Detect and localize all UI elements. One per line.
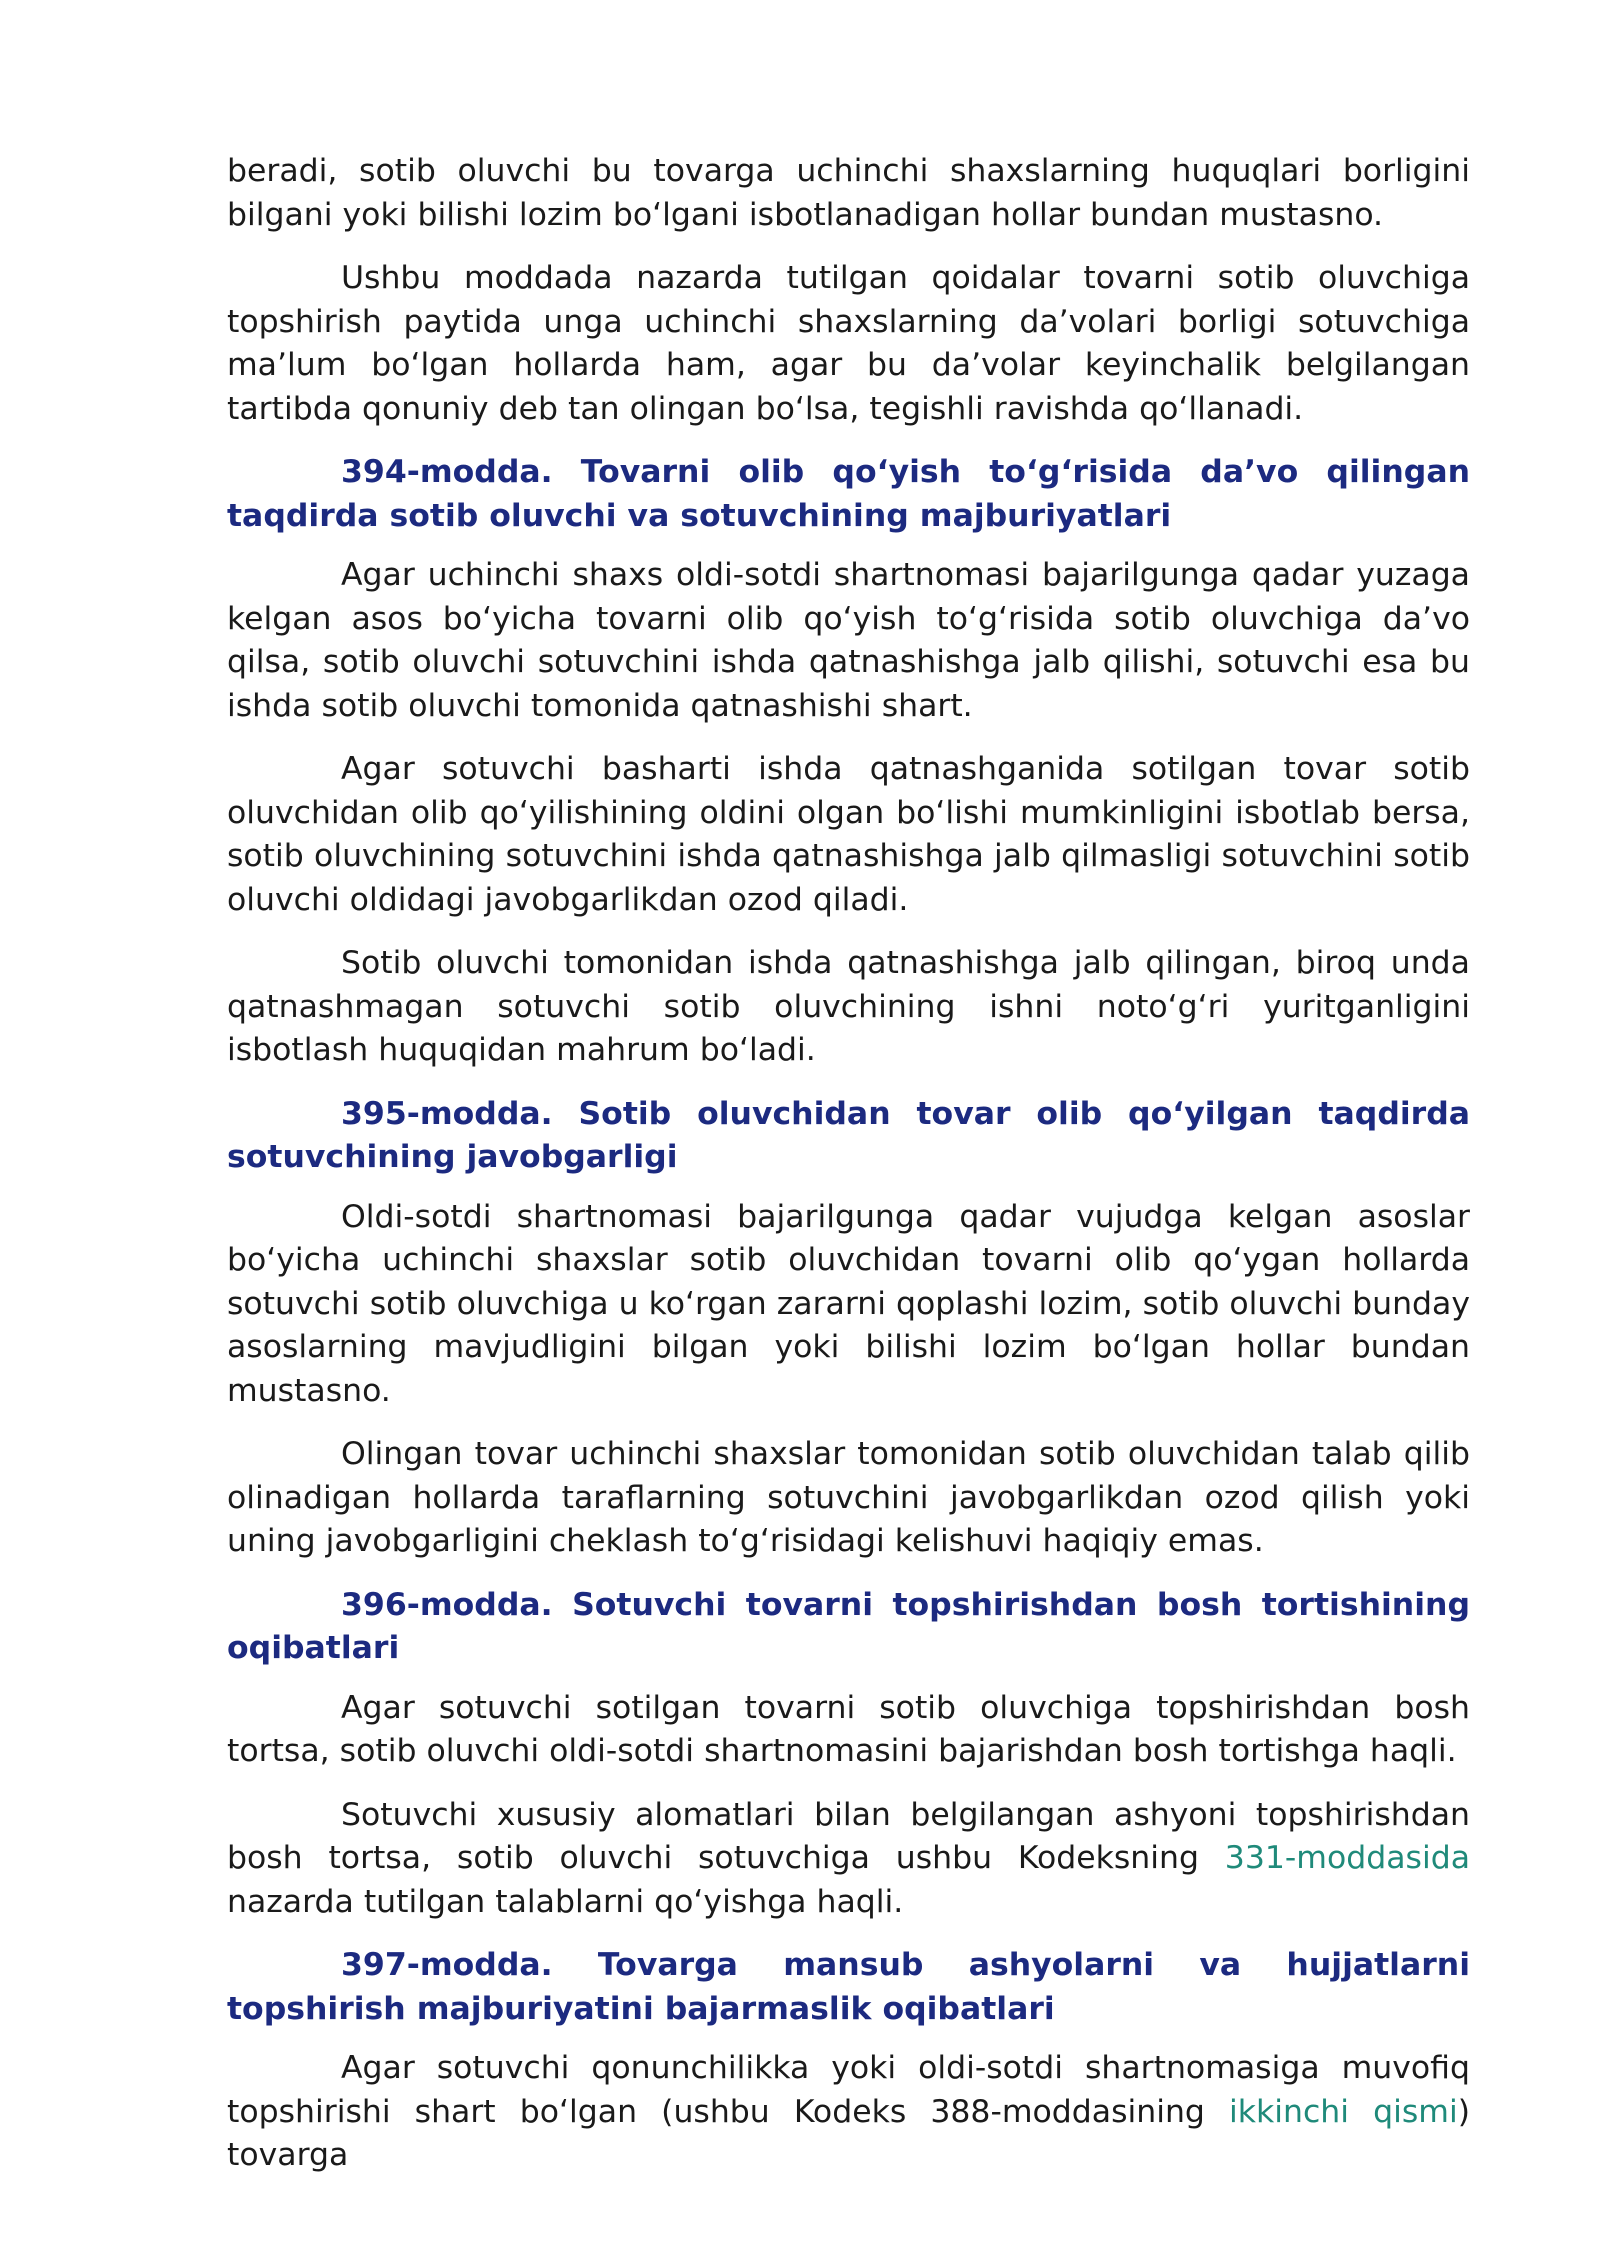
paragraph: Ushbu moddada nazarda tutilgan qoidalar tovarni sotib oluvchiga topshirish paytida unga uchinchi shaxslarning daʼvolari borligi sotuvchiga maʼlum boʻlgan hollarda ham, agar bu daʼvolar keyinchalik belgilangan tartibda qonuniy deb tan olingan boʻlsa, tegishli ravishda qoʻllanadi. (227, 260, 1470, 427)
paragraph: Agar sotuvchi sotilgan tovarni sotib oluvchiga topshirishdan bosh tortsa, sotib oluvchi oldi-sotdi shartnomasini bajarishdan bosh tortishga haqli. (227, 1689, 1470, 1769)
article-396-heading: 396-modda. Sotuvchi tovarni topshirishdan bosh tortishining oqibatlari (227, 1586, 1470, 1666)
paragraph: Oldi-sotdi shartnomasi bajarilgunga qadar vujudga kelgan asoslar boʻyicha uchinchi shaxslar sotib oluvchidan tovarni olib qoʻygan hollarda sotuvchi sotib oluvchiga u koʻrgan zararni qoplashi lozim, sotib oluvchi bunday asoslarning mavjudligini bilgan yoki bilishi lozim boʻlgan hollar bundan mustasno. (227, 1198, 1470, 1409)
paragraph-with-link (227, 2047, 1470, 2178)
article-388-part-two-link[interactable]: ikkinchi qismi (1229, 2093, 1458, 2130)
paragraph-text: ) tovarga (227, 2093, 1471, 2173)
paragraph-text: Sotuvchi xususiy alomatlari bilan belgilangan ashyoni topshirishdan bosh tortsa, sotib oluvchi sotuvchiga ushbu Kodeksning (227, 1796, 1470, 1876)
paragraph: Agar uchinchi shaxs oldi-sotdi shartnomasi bajarilgunga qadar yuzaga kelgan asos boʻyicha tovarni olib qoʻyish toʻgʻrisida sotib oluvchiga daʼvo qilsa, sotib oluvchi sotuvchini ishda qatnashishga jalb qilishi, sotuvchi esa bu ishda sotib oluvchi tomonida qatnashishi shart. (227, 557, 1470, 724)
paragraph-continuation: beradi, sotib oluvchi bu tovarga uchinchi shaxslarning huquqlari borligini bilgani yoki bilishi lozim boʻlgani isbotlanadigan hollar bundan mustasno. (227, 153, 1470, 233)
paragraph-with-link (227, 1794, 1470, 1925)
article-397-heading: 397-modda. Tovarga mansub ashyolarni va hujjatlarni topshirish majburiyatini bajarmaslik oqibatlari (227, 1947, 1470, 2027)
article-395-heading: 395-modda. Sotib oluvchidan tovar olib qoʻyilgan taqdirda sotuvchining javobgarligi (227, 1095, 1470, 1175)
article-394-heading: 394-modda. Tovarni olib qoʻyish toʻgʻrisida daʼvo qilingan taqdirda sotib oluvchi va sotuvchining majburiyatlari (227, 454, 1470, 534)
paragraph: Olingan tovar uchinchi shaxslar tomonidan sotib oluvchidan talab qilib olinadigan hollarda taraflarning sotuvchini javobgarlikdan ozod qilish yoki uning javobgarligini cheklash toʻgʻrisidagi kelishuvi haqiqiy emas. (227, 1436, 1470, 1559)
paragraph: Agar sotuvchi basharti ishda qatnashganida sotilgan tovar sotib oluvchidan olib qoʻyilishining oldini olgan boʻlishi mumkinligini isbotlab bersa, sotib oluvchining sotuvchini ishda qatnashishga jalb qilmasligi sotuvchini sotib oluvchi oldidagi javobgarlikdan ozod qiladi. (227, 751, 1470, 918)
paragraph-text: Agar sotuvchi qonunchilikka yoki oldi-sotdi shartnomasiga muvofiq topshirishi shart boʻlgan (ushbu Kodeks 388-moddasining (227, 2050, 1470, 2130)
article-331-link[interactable]: 331-moddasida (1224, 1840, 1470, 1876)
document-page (227, 150, 1470, 2198)
paragraph-text: nazarda tutilgan talablarni qoʻyishga haqli. (227, 1883, 904, 1920)
paragraph: Sotib oluvchi tomonidan ishda qatnashishga jalb qilingan, biroq unda qatnashmagan sotuvchi sotib oluvchining ishni notoʻgʻri yuritganligini isbotlash huquqidan mahrum boʻladi. (227, 945, 1470, 1068)
